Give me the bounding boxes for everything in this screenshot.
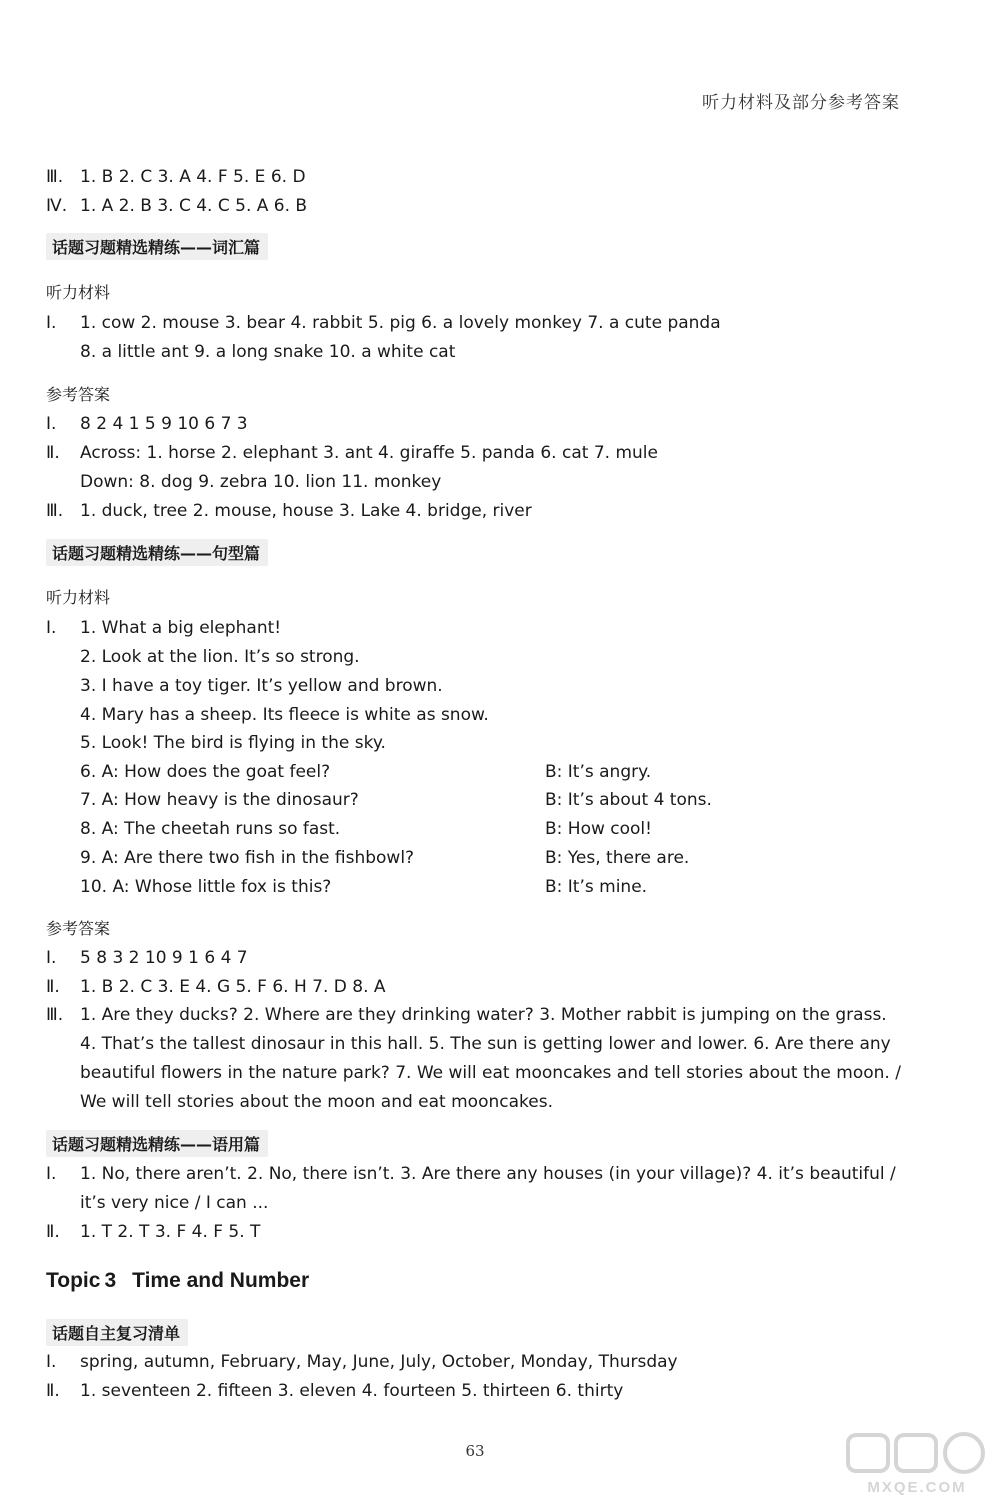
answers-label: 参考答案 bbox=[46, 919, 111, 938]
listening-item: 5. Look! The bird is flying in the sky. bbox=[80, 733, 386, 753]
dialog-answer: B: It’s angry. bbox=[545, 762, 652, 782]
listening-text: 1. cow 2. mouse 3. bear 4. rabbit 5. pig 6. a lovely monkey 7. a cute panda bbox=[80, 313, 721, 333]
section-title-review: 话题自主复习清单 bbox=[46, 1319, 188, 1346]
roman-numeral: Ⅰ. bbox=[46, 618, 57, 638]
roman-numeral: Ⅰ. bbox=[46, 1352, 57, 1372]
answer-line-1-cont: it’s very nice / I can ... bbox=[80, 1193, 269, 1213]
answer-line-2 bbox=[46, 1220, 260, 1244]
roman-numeral: Ⅳ. bbox=[46, 196, 68, 216]
answer-line-3 bbox=[46, 165, 306, 189]
answer-line-3-cont: 4. That’s the tallest dinosaur in this hall. 5. The sun is getting lower and lower. 6. Are there any bbox=[80, 1034, 891, 1054]
topic-title: Time and Number bbox=[132, 1269, 310, 1292]
running-header: 听力材料及部分参考答案 bbox=[702, 93, 900, 113]
roman-numeral: Ⅱ. bbox=[46, 1381, 60, 1401]
answers-label: 参考答案 bbox=[46, 385, 111, 404]
answer-text: 1. No, there aren’t. 2. No, there isn’t. 3. Are there any houses (in your village)? 4. it’s beautiful / bbox=[80, 1164, 896, 1184]
answer-line-3-cont: We will tell stories about the moon and eat mooncakes. bbox=[80, 1092, 553, 1112]
watermark-text: MXQE.COM bbox=[867, 1479, 967, 1496]
listening-item: 2. Look at the lion. It’s so strong. bbox=[80, 647, 360, 667]
listening-line-1-cont: 8. a little ant 9. a long snake 10. a white cat bbox=[80, 342, 456, 362]
roman-numeral: Ⅰ. bbox=[46, 1164, 57, 1184]
answer-line-1 bbox=[46, 946, 248, 970]
section-title-vocabulary: 话题习题精选精练——词汇篇 bbox=[46, 233, 268, 260]
dialog-answer: B: Yes, there are. bbox=[545, 848, 690, 868]
answer-text: 5 8 3 2 10 9 1 6 4 7 bbox=[80, 948, 248, 968]
listening-label: 听力材料 bbox=[46, 588, 111, 607]
answer-text: 1. B 2. C 3. A 4. F 5. E 6. D bbox=[80, 167, 306, 187]
answer-line-2-cont: Down: 8. dog 9. zebra 10. lion 11. monkey bbox=[80, 472, 442, 492]
dialog-answer: B: It’s mine. bbox=[545, 877, 648, 897]
topic-heading bbox=[46, 1269, 309, 1293]
answer-line-4 bbox=[46, 194, 307, 218]
roman-numeral: Ⅰ. bbox=[46, 414, 57, 434]
answer-line-1 bbox=[46, 1350, 678, 1374]
answer-line-3 bbox=[46, 499, 532, 523]
topic-label: Topic bbox=[46, 1269, 101, 1292]
answer-text: 8 2 4 1 5 9 10 6 7 3 bbox=[80, 414, 248, 434]
watermark-logo bbox=[842, 1429, 992, 1497]
dialog-question: 10. A: Whose little fox is this? bbox=[80, 877, 332, 897]
answer-text: 1. B 2. C 3. E 4. G 5. F 6. H 7. D 8. A bbox=[80, 977, 386, 997]
topic-number: 3 bbox=[104, 1269, 117, 1292]
answer-text: 1. seventeen 2. fifteen 3. eleven 4. fourteen 5. thirteen 6. thirty bbox=[80, 1381, 624, 1401]
dialog-row bbox=[80, 760, 840, 784]
answer-text: Across: 1. horse 2. elephant 3. ant 4. giraffe 5. panda 6. cat 7. mule bbox=[80, 443, 658, 463]
answer-line-3 bbox=[46, 1003, 887, 1027]
answer-line-3-cont: beautiful flowers in the nature park? 7. We will eat mooncakes and tell stories about the moon. / bbox=[80, 1063, 901, 1083]
roman-numeral: Ⅲ. bbox=[46, 1005, 64, 1025]
roman-numeral: Ⅲ. bbox=[46, 501, 64, 521]
answer-text: 1. Are they ducks? 2. Where are they drinking water? 3. Mother rabbit is jumping on the grass. bbox=[80, 1005, 887, 1025]
listening-item: 3. I have a toy tiger. It’s yellow and brown. bbox=[80, 676, 443, 696]
listening-item: 4. Mary has a sheep. Its fleece is white as snow. bbox=[80, 705, 489, 725]
section-title-sentence: 话题习题精选精练——句型篇 bbox=[46, 539, 268, 566]
listening-line-1 bbox=[46, 311, 721, 335]
answer-line-2 bbox=[46, 1379, 623, 1403]
dialog-row bbox=[80, 875, 840, 899]
roman-numeral: Ⅱ. bbox=[46, 1222, 60, 1242]
dialog-answer: B: How cool! bbox=[545, 819, 652, 839]
roman-numeral: Ⅱ. bbox=[46, 977, 60, 997]
dialog-row bbox=[80, 817, 840, 841]
roman-numeral: Ⅱ. bbox=[46, 443, 60, 463]
answer-text: 1. A 2. B 3. C 4. C 5. A 6. B bbox=[80, 196, 308, 216]
dialog-question: 8. A: The cheetah runs so fast. bbox=[80, 819, 341, 839]
answer-line-1 bbox=[46, 1162, 896, 1186]
answer-line-2 bbox=[46, 441, 658, 465]
dialog-answer: B: It’s about 4 tons. bbox=[545, 790, 712, 810]
answer-text: 1. duck, tree 2. mouse, house 3. Lake 4. bridge, river bbox=[80, 501, 532, 521]
page-number: 63 bbox=[465, 1442, 485, 1460]
dialog-row bbox=[80, 846, 840, 870]
listening-label: 听力材料 bbox=[46, 283, 111, 302]
answer-line-2 bbox=[46, 975, 386, 999]
listening-text: 1. What a big elephant! bbox=[80, 618, 282, 638]
dialog-question: 7. A: How heavy is the dinosaur? bbox=[80, 790, 359, 810]
answer-text: spring, autumn, February, May, June, July, October, Monday, Thursday bbox=[80, 1352, 678, 1372]
roman-numeral: Ⅲ. bbox=[46, 167, 64, 187]
roman-numeral: Ⅰ. bbox=[46, 313, 57, 333]
answer-text: 1. T 2. T 3. F 4. F 5. T bbox=[80, 1222, 261, 1242]
dialog-row bbox=[80, 788, 840, 812]
section-title-usage: 话题习题精选精练——语用篇 bbox=[46, 1130, 268, 1157]
listening-item bbox=[46, 616, 281, 640]
roman-numeral: Ⅰ. bbox=[46, 948, 57, 968]
dialog-question: 6. A: How does the goat feel? bbox=[80, 762, 331, 782]
dialog-question: 9. A: Are there two fish in the fishbowl? bbox=[80, 848, 415, 868]
answer-line-1 bbox=[46, 412, 248, 436]
